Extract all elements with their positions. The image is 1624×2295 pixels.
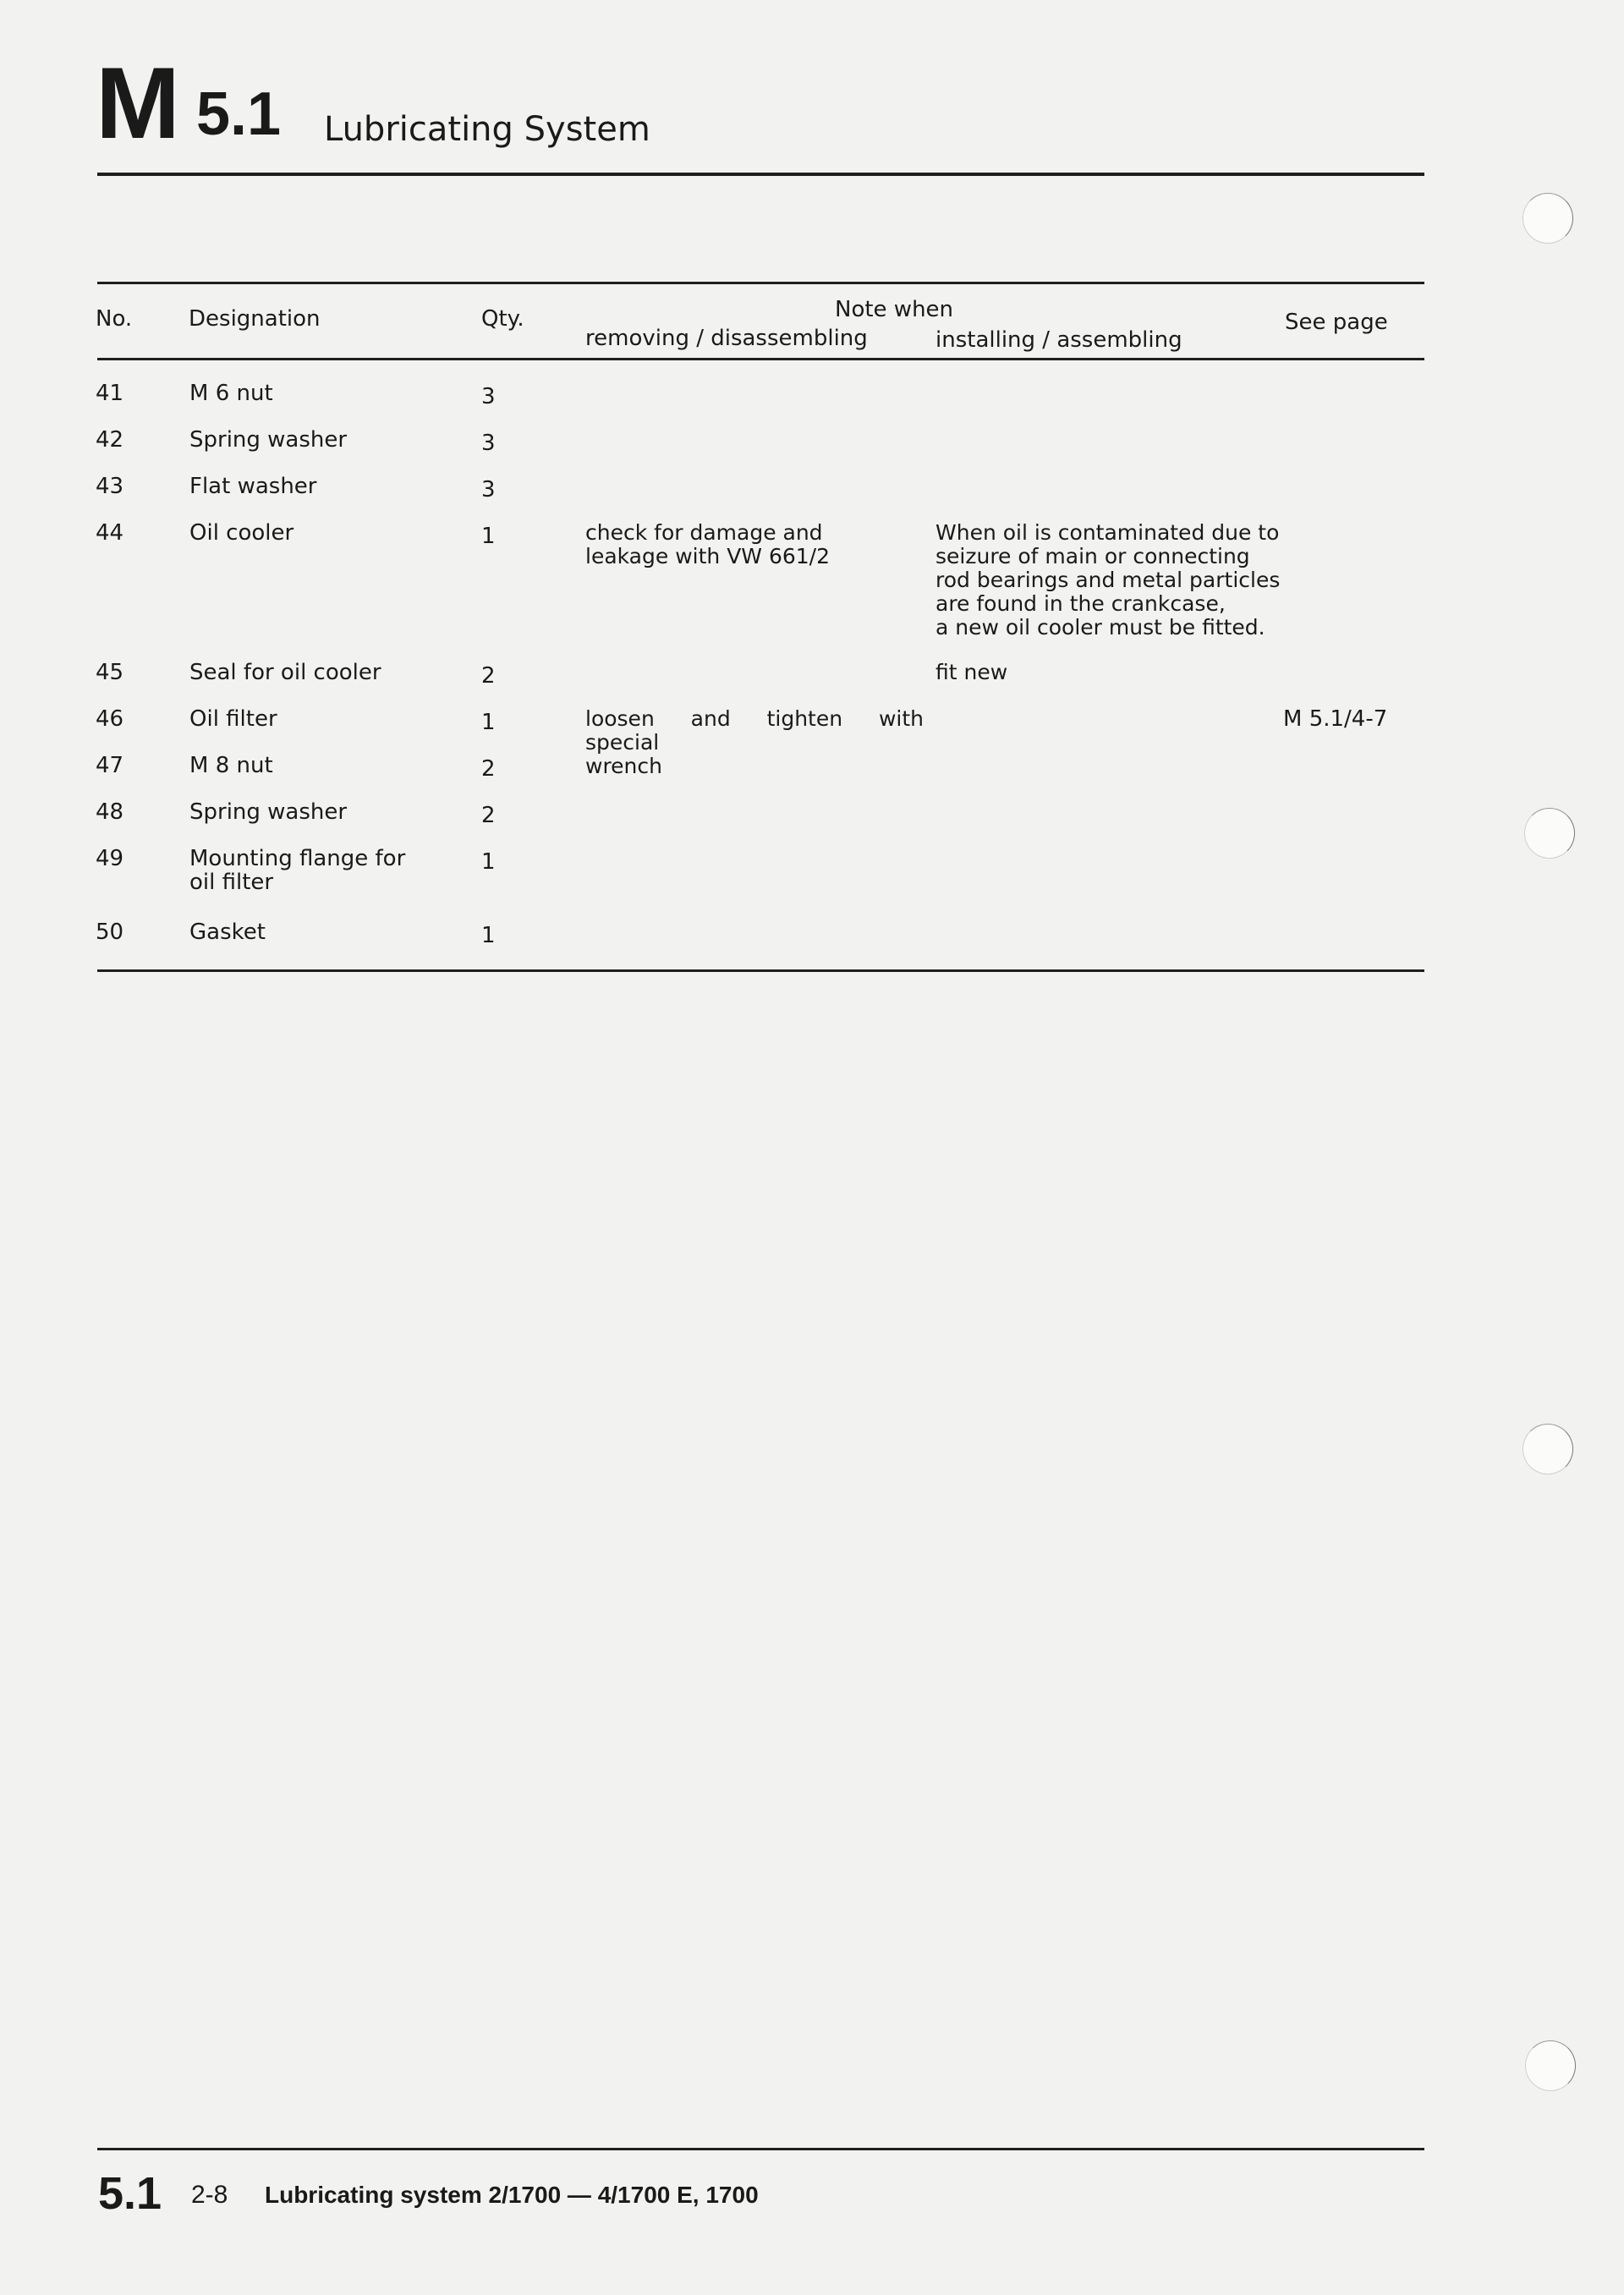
col-header-designation: Designation [189,306,321,332]
cell-no: 41 [96,381,124,406]
col-header-removing: removing / disassembling [585,326,868,351]
header-section-number: 5.1 [196,80,282,148]
cell-see-page: M 5.1/4-7 [1283,706,1388,732]
cell-qty: 1 [481,849,496,875]
cell-qty: 3 [481,384,496,409]
cell-designation: M 8 nut [189,753,273,778]
cell-designation: Mounting flange for oil filter [189,846,406,895]
punch-hole [1524,808,1575,859]
cell-no: 42 [96,427,124,453]
cell-installing: fit new [935,660,1008,684]
cell-no: 45 [96,660,124,685]
table-top-rule [97,282,1424,284]
cell-installing: When oil is contaminated due to seizure of main or connecting rod bearings and metal particles are found in the crankcase, a new oil cooler must be fitted. [935,520,1281,640]
cell-qty: 3 [481,431,496,456]
table-header-rule [97,358,1424,360]
col-header-see-page: See page [1285,310,1388,335]
punch-hole [1522,193,1573,244]
header-letter: M [96,47,178,160]
cell-qty: 1 [481,524,496,549]
punch-hole [1522,1424,1573,1474]
cell-designation: Gasket [189,920,266,945]
punch-hole [1525,2040,1576,2091]
cell-no: 46 [96,706,124,732]
cell-no: 49 [96,846,124,871]
cell-no: 50 [96,920,124,945]
cell-designation: Oil filter [189,706,277,732]
cell-no: 48 [96,799,124,825]
cell-qty: 1 [481,923,496,948]
table-bottom-rule [97,969,1424,972]
cell-removing: check for damage and leakage with VW 661/2 [585,520,831,568]
col-header-qty: Qty. [481,306,524,332]
col-header-note-when: Note when [835,297,954,322]
cell-designation: M 6 nut [189,381,273,406]
cell-designation: Spring washer [189,799,348,825]
footer-description: Lubricating system 2/1700 — 4/1700 E, 1700 [265,2182,759,2208]
footer-page-number: 2-8 [191,2181,228,2209]
cell-no: 43 [96,474,124,499]
cell-qty: 1 [481,710,496,735]
cell-designation: Oil cooler [189,520,294,546]
col-header-installing: installing / assembling [935,327,1182,353]
cell-designation: Seal for oil cooler [189,660,381,685]
cell-designation: Flat washer [189,474,317,499]
footer-section: 5.1 [98,2168,162,2219]
cell-designation: Spring washer [189,427,348,453]
footer-rule [97,2148,1424,2150]
header-rule [97,173,1424,176]
cell-no: 47 [96,753,124,778]
page-title: Lubricating System [324,110,650,149]
cell-qty: 3 [481,477,496,502]
cell-qty: 2 [481,803,496,828]
cell-removing: loosen and tighten with special wrench [585,706,924,778]
cell-qty: 2 [481,756,496,782]
cell-no: 44 [96,520,124,546]
cell-qty: 2 [481,663,496,689]
col-header-no: No. [96,306,133,332]
